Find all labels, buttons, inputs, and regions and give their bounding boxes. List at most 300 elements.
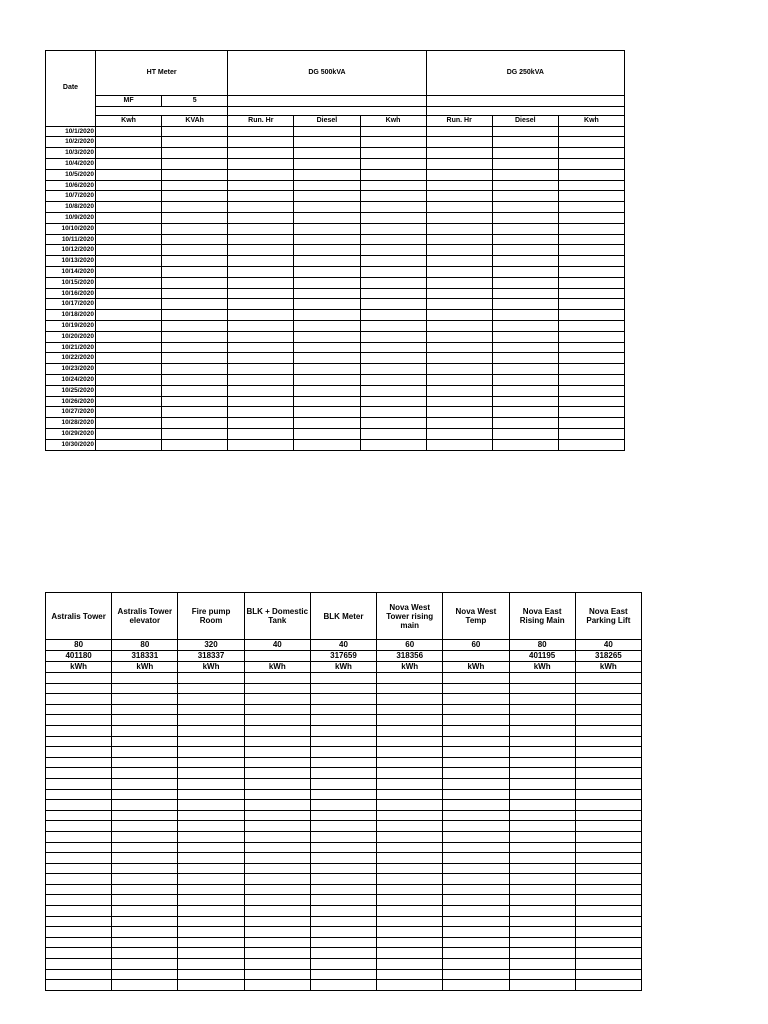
- reading-cell[interactable]: [492, 310, 558, 321]
- reading-cell[interactable]: [443, 778, 509, 789]
- reading-cell[interactable]: [509, 937, 575, 948]
- reading-cell[interactable]: [178, 980, 244, 991]
- reading-cell[interactable]: [360, 320, 426, 331]
- reading-cell[interactable]: [558, 212, 624, 223]
- reading-cell[interactable]: [443, 810, 509, 821]
- reading-cell[interactable]: [575, 927, 641, 938]
- reading-cell[interactable]: [228, 396, 294, 407]
- reading-cell[interactable]: [443, 694, 509, 705]
- reading-cell[interactable]: [244, 736, 310, 747]
- reading-cell[interactable]: [294, 353, 360, 364]
- reading-cell[interactable]: [575, 980, 641, 991]
- reading-cell[interactable]: [46, 768, 112, 779]
- reading-cell[interactable]: [426, 137, 492, 148]
- reading-cell[interactable]: [443, 959, 509, 970]
- reading-cell[interactable]: [443, 937, 509, 948]
- reading-cell[interactable]: [46, 821, 112, 832]
- reading-cell[interactable]: [96, 310, 162, 321]
- reading-cell[interactable]: [294, 407, 360, 418]
- reading-cell[interactable]: [46, 980, 112, 991]
- reading-cell[interactable]: [575, 884, 641, 895]
- reading-cell[interactable]: [492, 320, 558, 331]
- reading-cell[interactable]: [558, 148, 624, 159]
- reading-cell[interactable]: [377, 683, 443, 694]
- reading-cell[interactable]: [558, 299, 624, 310]
- reading-cell[interactable]: [509, 736, 575, 747]
- reading-cell[interactable]: [46, 747, 112, 758]
- reading-cell[interactable]: [96, 169, 162, 180]
- reading-cell[interactable]: [112, 810, 178, 821]
- reading-cell[interactable]: [294, 428, 360, 439]
- reading-cell[interactable]: [96, 245, 162, 256]
- reading-cell[interactable]: [558, 385, 624, 396]
- reading-cell[interactable]: [46, 969, 112, 980]
- reading-cell[interactable]: [178, 673, 244, 684]
- reading-cell[interactable]: [228, 148, 294, 159]
- reading-cell[interactable]: [575, 768, 641, 779]
- reading-cell[interactable]: [178, 874, 244, 885]
- reading-cell[interactable]: [96, 234, 162, 245]
- reading-cell[interactable]: [294, 245, 360, 256]
- reading-cell[interactable]: [294, 126, 360, 137]
- reading-cell[interactable]: [294, 299, 360, 310]
- reading-cell[interactable]: [112, 948, 178, 959]
- reading-cell[interactable]: [377, 736, 443, 747]
- reading-cell[interactable]: [558, 407, 624, 418]
- reading-cell[interactable]: [310, 937, 376, 948]
- reading-cell[interactable]: [377, 673, 443, 684]
- reading-cell[interactable]: [162, 191, 228, 202]
- reading-cell[interactable]: [509, 789, 575, 800]
- reading-cell[interactable]: [492, 396, 558, 407]
- reading-cell[interactable]: [377, 863, 443, 874]
- reading-cell[interactable]: [492, 385, 558, 396]
- reading-cell[interactable]: [360, 191, 426, 202]
- reading-cell[interactable]: [509, 757, 575, 768]
- reading-cell[interactable]: [244, 948, 310, 959]
- reading-cell[interactable]: [443, 874, 509, 885]
- reading-cell[interactable]: [492, 342, 558, 353]
- reading-cell[interactable]: [244, 683, 310, 694]
- reading-cell[interactable]: [492, 374, 558, 385]
- reading-cell[interactable]: [46, 853, 112, 864]
- reading-cell[interactable]: [426, 223, 492, 234]
- reading-cell[interactable]: [360, 223, 426, 234]
- reading-cell[interactable]: [294, 202, 360, 213]
- reading-cell[interactable]: [426, 331, 492, 342]
- reading-cell[interactable]: [162, 374, 228, 385]
- reading-cell[interactable]: [377, 937, 443, 948]
- reading-cell[interactable]: [162, 148, 228, 159]
- reading-cell[interactable]: [228, 299, 294, 310]
- reading-cell[interactable]: [492, 407, 558, 418]
- reading-cell[interactable]: [178, 725, 244, 736]
- reading-cell[interactable]: [178, 863, 244, 874]
- reading-cell[interactable]: [377, 778, 443, 789]
- reading-cell[interactable]: [112, 937, 178, 948]
- reading-cell[interactable]: [377, 948, 443, 959]
- reading-cell[interactable]: [558, 266, 624, 277]
- reading-cell[interactable]: [46, 874, 112, 885]
- reading-cell[interactable]: [443, 842, 509, 853]
- reading-cell[interactable]: [310, 842, 376, 853]
- reading-cell[interactable]: [492, 439, 558, 450]
- reading-cell[interactable]: [492, 223, 558, 234]
- reading-cell[interactable]: [509, 821, 575, 832]
- reading-cell[interactable]: [575, 874, 641, 885]
- reading-cell[interactable]: [492, 191, 558, 202]
- reading-cell[interactable]: [46, 683, 112, 694]
- reading-cell[interactable]: [310, 747, 376, 758]
- reading-cell[interactable]: [492, 180, 558, 191]
- reading-cell[interactable]: [377, 768, 443, 779]
- reading-cell[interactable]: [575, 810, 641, 821]
- reading-cell[interactable]: [96, 418, 162, 429]
- reading-cell[interactable]: [112, 906, 178, 917]
- reading-cell[interactable]: [228, 256, 294, 267]
- reading-cell[interactable]: [112, 736, 178, 747]
- reading-cell[interactable]: [509, 778, 575, 789]
- reading-cell[interactable]: [178, 831, 244, 842]
- reading-cell[interactable]: [575, 757, 641, 768]
- reading-cell[interactable]: [360, 245, 426, 256]
- reading-cell[interactable]: [46, 959, 112, 970]
- reading-cell[interactable]: [244, 768, 310, 779]
- reading-cell[interactable]: [96, 223, 162, 234]
- reading-cell[interactable]: [360, 169, 426, 180]
- reading-cell[interactable]: [360, 418, 426, 429]
- reading-cell[interactable]: [244, 884, 310, 895]
- reading-cell[interactable]: [46, 757, 112, 768]
- reading-cell[interactable]: [162, 158, 228, 169]
- reading-cell[interactable]: [492, 353, 558, 364]
- reading-cell[interactable]: [96, 148, 162, 159]
- reading-cell[interactable]: [228, 169, 294, 180]
- reading-cell[interactable]: [162, 407, 228, 418]
- reading-cell[interactable]: [509, 800, 575, 811]
- reading-cell[interactable]: [178, 768, 244, 779]
- reading-cell[interactable]: [112, 969, 178, 980]
- reading-cell[interactable]: [443, 831, 509, 842]
- reading-cell[interactable]: [46, 704, 112, 715]
- reading-cell[interactable]: [112, 704, 178, 715]
- reading-cell[interactable]: [360, 407, 426, 418]
- reading-cell[interactable]: [443, 725, 509, 736]
- reading-cell[interactable]: [492, 126, 558, 137]
- reading-cell[interactable]: [377, 969, 443, 980]
- reading-cell[interactable]: [162, 364, 228, 375]
- reading-cell[interactable]: [244, 969, 310, 980]
- reading-cell[interactable]: [310, 831, 376, 842]
- reading-cell[interactable]: [96, 299, 162, 310]
- reading-cell[interactable]: [294, 331, 360, 342]
- reading-cell[interactable]: [558, 234, 624, 245]
- reading-cell[interactable]: [244, 937, 310, 948]
- reading-cell[interactable]: [558, 364, 624, 375]
- reading-cell[interactable]: [112, 916, 178, 927]
- reading-cell[interactable]: [162, 212, 228, 223]
- reading-cell[interactable]: [575, 916, 641, 927]
- reading-cell[interactable]: [228, 374, 294, 385]
- reading-cell[interactable]: [443, 916, 509, 927]
- reading-cell[interactable]: [426, 364, 492, 375]
- reading-cell[interactable]: [426, 374, 492, 385]
- reading-cell[interactable]: [310, 916, 376, 927]
- reading-cell[interactable]: [310, 821, 376, 832]
- reading-cell[interactable]: [178, 683, 244, 694]
- reading-cell[interactable]: [360, 396, 426, 407]
- reading-cell[interactable]: [377, 927, 443, 938]
- reading-cell[interactable]: [228, 180, 294, 191]
- reading-cell[interactable]: [310, 874, 376, 885]
- reading-cell[interactable]: [426, 245, 492, 256]
- reading-cell[interactable]: [443, 948, 509, 959]
- reading-cell[interactable]: [575, 948, 641, 959]
- reading-cell[interactable]: [96, 331, 162, 342]
- reading-cell[interactable]: [492, 299, 558, 310]
- reading-cell[interactable]: [294, 180, 360, 191]
- reading-cell[interactable]: [112, 821, 178, 832]
- reading-cell[interactable]: [310, 673, 376, 684]
- reading-cell[interactable]: [112, 831, 178, 842]
- reading-cell[interactable]: [509, 969, 575, 980]
- reading-cell[interactable]: [96, 126, 162, 137]
- reading-cell[interactable]: [178, 842, 244, 853]
- reading-cell[interactable]: [46, 937, 112, 948]
- reading-cell[interactable]: [509, 874, 575, 885]
- reading-cell[interactable]: [426, 320, 492, 331]
- reading-cell[interactable]: [310, 725, 376, 736]
- reading-cell[interactable]: [244, 673, 310, 684]
- reading-cell[interactable]: [294, 418, 360, 429]
- reading-cell[interactable]: [443, 800, 509, 811]
- reading-cell[interactable]: [558, 331, 624, 342]
- reading-cell[interactable]: [310, 853, 376, 864]
- reading-cell[interactable]: [228, 320, 294, 331]
- reading-cell[interactable]: [162, 223, 228, 234]
- reading-cell[interactable]: [162, 418, 228, 429]
- reading-cell[interactable]: [178, 884, 244, 895]
- reading-cell[interactable]: [443, 853, 509, 864]
- reading-cell[interactable]: [426, 256, 492, 267]
- reading-cell[interactable]: [310, 810, 376, 821]
- reading-cell[interactable]: [178, 948, 244, 959]
- reading-cell[interactable]: [112, 884, 178, 895]
- reading-cell[interactable]: [509, 715, 575, 726]
- reading-cell[interactable]: [575, 863, 641, 874]
- reading-cell[interactable]: [228, 277, 294, 288]
- reading-cell[interactable]: [178, 895, 244, 906]
- reading-cell[interactable]: [294, 256, 360, 267]
- reading-cell[interactable]: [360, 126, 426, 137]
- reading-cell[interactable]: [294, 137, 360, 148]
- reading-cell[interactable]: [96, 439, 162, 450]
- reading-cell[interactable]: [426, 288, 492, 299]
- reading-cell[interactable]: [162, 385, 228, 396]
- reading-cell[interactable]: [310, 683, 376, 694]
- reading-cell[interactable]: [228, 266, 294, 277]
- reading-cell[interactable]: [377, 704, 443, 715]
- reading-cell[interactable]: [178, 906, 244, 917]
- reading-cell[interactable]: [558, 245, 624, 256]
- reading-cell[interactable]: [426, 428, 492, 439]
- reading-cell[interactable]: [558, 169, 624, 180]
- reading-cell[interactable]: [509, 725, 575, 736]
- reading-cell[interactable]: [443, 715, 509, 726]
- reading-cell[interactable]: [294, 169, 360, 180]
- reading-cell[interactable]: [162, 277, 228, 288]
- reading-cell[interactable]: [294, 396, 360, 407]
- reading-cell[interactable]: [360, 353, 426, 364]
- reading-cell[interactable]: [377, 810, 443, 821]
- reading-cell[interactable]: [162, 320, 228, 331]
- reading-cell[interactable]: [228, 288, 294, 299]
- reading-cell[interactable]: [558, 418, 624, 429]
- reading-cell[interactable]: [558, 428, 624, 439]
- reading-cell[interactable]: [443, 757, 509, 768]
- reading-cell[interactable]: [377, 821, 443, 832]
- reading-cell[interactable]: [178, 778, 244, 789]
- reading-cell[interactable]: [360, 234, 426, 245]
- reading-cell[interactable]: [377, 715, 443, 726]
- reading-cell[interactable]: [443, 789, 509, 800]
- reading-cell[interactable]: [228, 310, 294, 321]
- reading-cell[interactable]: [492, 234, 558, 245]
- reading-cell[interactable]: [443, 980, 509, 991]
- reading-cell[interactable]: [426, 353, 492, 364]
- reading-cell[interactable]: [228, 342, 294, 353]
- reading-cell[interactable]: [509, 959, 575, 970]
- reading-cell[interactable]: [377, 916, 443, 927]
- reading-cell[interactable]: [228, 223, 294, 234]
- reading-cell[interactable]: [558, 137, 624, 148]
- reading-cell[interactable]: [377, 747, 443, 758]
- reading-cell[interactable]: [558, 353, 624, 364]
- reading-cell[interactable]: [294, 364, 360, 375]
- reading-cell[interactable]: [228, 407, 294, 418]
- reading-cell[interactable]: [426, 126, 492, 137]
- reading-cell[interactable]: [162, 310, 228, 321]
- reading-cell[interactable]: [377, 725, 443, 736]
- reading-cell[interactable]: [310, 863, 376, 874]
- reading-cell[interactable]: [294, 191, 360, 202]
- reading-cell[interactable]: [46, 800, 112, 811]
- reading-cell[interactable]: [426, 266, 492, 277]
- reading-cell[interactable]: [112, 853, 178, 864]
- reading-cell[interactable]: [46, 884, 112, 895]
- reading-cell[interactable]: [112, 768, 178, 779]
- reading-cell[interactable]: [244, 853, 310, 864]
- reading-cell[interactable]: [492, 256, 558, 267]
- reading-cell[interactable]: [575, 694, 641, 705]
- reading-cell[interactable]: [377, 831, 443, 842]
- reading-cell[interactable]: [294, 223, 360, 234]
- reading-cell[interactable]: [509, 895, 575, 906]
- reading-cell[interactable]: [360, 385, 426, 396]
- reading-cell[interactable]: [228, 331, 294, 342]
- reading-cell[interactable]: [228, 212, 294, 223]
- reading-cell[interactable]: [443, 736, 509, 747]
- reading-cell[interactable]: [96, 288, 162, 299]
- reading-cell[interactable]: [162, 137, 228, 148]
- reading-cell[interactable]: [426, 148, 492, 159]
- reading-cell[interactable]: [492, 428, 558, 439]
- reading-cell[interactable]: [360, 310, 426, 321]
- reading-cell[interactable]: [112, 757, 178, 768]
- reading-cell[interactable]: [575, 959, 641, 970]
- reading-cell[interactable]: [377, 800, 443, 811]
- reading-cell[interactable]: [377, 694, 443, 705]
- reading-cell[interactable]: [377, 874, 443, 885]
- reading-cell[interactable]: [575, 747, 641, 758]
- reading-cell[interactable]: [310, 694, 376, 705]
- reading-cell[interactable]: [426, 180, 492, 191]
- reading-cell[interactable]: [426, 310, 492, 321]
- reading-cell[interactable]: [46, 725, 112, 736]
- reading-cell[interactable]: [178, 821, 244, 832]
- reading-cell[interactable]: [575, 937, 641, 948]
- reading-cell[interactable]: [244, 778, 310, 789]
- reading-cell[interactable]: [492, 158, 558, 169]
- reading-cell[interactable]: [46, 831, 112, 842]
- reading-cell[interactable]: [426, 407, 492, 418]
- reading-cell[interactable]: [162, 245, 228, 256]
- reading-cell[interactable]: [294, 320, 360, 331]
- reading-cell[interactable]: [96, 137, 162, 148]
- reading-cell[interactable]: [426, 202, 492, 213]
- reading-cell[interactable]: [443, 768, 509, 779]
- reading-cell[interactable]: [509, 673, 575, 684]
- reading-cell[interactable]: [426, 385, 492, 396]
- reading-cell[interactable]: [228, 428, 294, 439]
- reading-cell[interactable]: [360, 342, 426, 353]
- reading-cell[interactable]: [426, 418, 492, 429]
- reading-cell[interactable]: [112, 980, 178, 991]
- reading-cell[interactable]: [509, 906, 575, 917]
- reading-cell[interactable]: [360, 288, 426, 299]
- reading-cell[interactable]: [575, 842, 641, 853]
- reading-cell[interactable]: [96, 277, 162, 288]
- reading-cell[interactable]: [244, 704, 310, 715]
- reading-cell[interactable]: [46, 916, 112, 927]
- reading-cell[interactable]: [492, 277, 558, 288]
- reading-cell[interactable]: [558, 310, 624, 321]
- reading-cell[interactable]: [46, 927, 112, 938]
- reading-cell[interactable]: [96, 407, 162, 418]
- reading-cell[interactable]: [178, 757, 244, 768]
- reading-cell[interactable]: [96, 342, 162, 353]
- reading-cell[interactable]: [575, 789, 641, 800]
- reading-cell[interactable]: [46, 715, 112, 726]
- reading-cell[interactable]: [46, 863, 112, 874]
- reading-cell[interactable]: [426, 439, 492, 450]
- reading-cell[interactable]: [443, 927, 509, 938]
- reading-cell[interactable]: [96, 191, 162, 202]
- reading-cell[interactable]: [244, 916, 310, 927]
- reading-cell[interactable]: [228, 439, 294, 450]
- reading-cell[interactable]: [294, 148, 360, 159]
- reading-cell[interactable]: [509, 704, 575, 715]
- reading-cell[interactable]: [575, 673, 641, 684]
- reading-cell[interactable]: [112, 874, 178, 885]
- reading-cell[interactable]: [492, 202, 558, 213]
- reading-cell[interactable]: [294, 158, 360, 169]
- reading-cell[interactable]: [310, 768, 376, 779]
- reading-cell[interactable]: [558, 396, 624, 407]
- reading-cell[interactable]: [162, 266, 228, 277]
- reading-cell[interactable]: [244, 980, 310, 991]
- reading-cell[interactable]: [228, 158, 294, 169]
